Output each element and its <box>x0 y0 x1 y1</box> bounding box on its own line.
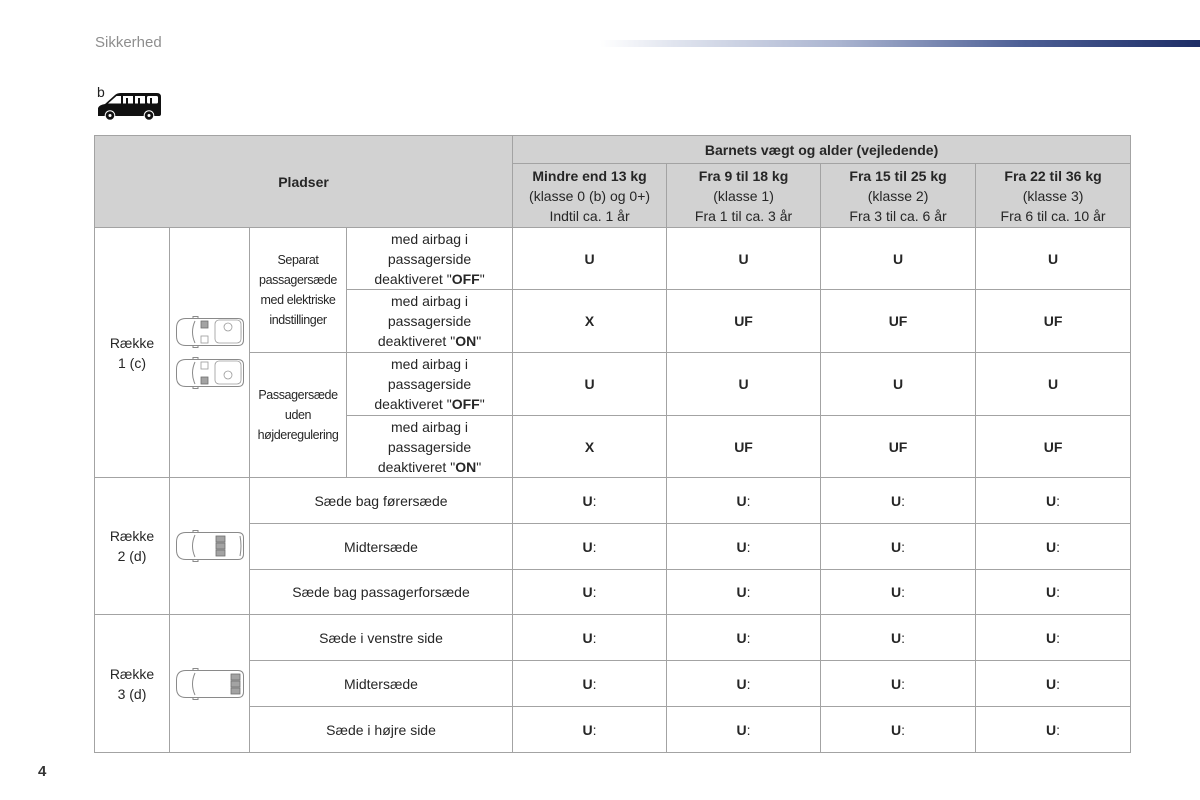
seat-position-label: Midtersæde <box>250 661 513 707</box>
suitability-code: U <box>582 629 593 646</box>
row-number: 3 (d) <box>117 685 147 702</box>
suitability-cell <box>513 228 667 290</box>
car-body-outline <box>176 533 243 560</box>
suitability-code: UF <box>888 438 908 455</box>
airbag-state-prefix: deaktiveret " <box>374 270 452 287</box>
seat-type-label <box>250 353 347 478</box>
suitability-suffix: : <box>1056 629 1061 646</box>
suitability-code: U <box>584 376 595 392</box>
weight-range: Fra 22 til 36 kg <box>1004 167 1102 184</box>
suitability-code: U <box>892 250 904 267</box>
suitability-code: U <box>1047 376 1059 392</box>
row-label: Række <box>109 528 155 544</box>
airbag-line: med airbag i <box>390 293 469 309</box>
car-second-row-seats-icon <box>174 530 246 562</box>
suitability-code: U <box>736 675 747 692</box>
airbag-line: med airbag i <box>390 230 469 247</box>
vehicle-type-marker <box>96 84 164 124</box>
suitability-suffix: : <box>1056 675 1061 692</box>
suitability-suffix: : <box>592 675 597 692</box>
table-row <box>95 524 1131 570</box>
suitability-suffix: : <box>592 492 597 509</box>
suitability-cell <box>976 478 1131 524</box>
van-icon <box>97 91 163 121</box>
suitability-suffix: : <box>901 675 906 692</box>
suitability-suffix: : <box>1056 584 1061 600</box>
suitability-cell <box>513 615 667 661</box>
seat-type-line: med elektriske <box>260 293 336 307</box>
suitability-suffix: : <box>746 721 751 738</box>
suitability-suffix: : <box>746 675 751 692</box>
table-header-row <box>95 136 1131 164</box>
highlighted-seat <box>216 543 225 549</box>
suitability-code: U <box>891 629 902 646</box>
row-label: Række <box>109 665 155 682</box>
highlighted-seat <box>231 681 240 687</box>
suitability-code: UF <box>1043 438 1063 455</box>
airbag-line <box>350 269 509 289</box>
airbag-line: passagerside <box>387 438 472 455</box>
airbag-state: ON <box>455 458 477 475</box>
airbag-line <box>350 394 509 414</box>
suitability-cell <box>976 615 1131 661</box>
airbag-line <box>350 457 509 477</box>
suitability-suffix: : <box>1056 721 1061 738</box>
suitability-code: U <box>891 584 902 600</box>
suitability-code: U <box>892 376 904 392</box>
suitability-code: U <box>891 538 902 555</box>
suitability-suffix: : <box>1056 492 1061 509</box>
seat-diagram-cell <box>170 478 250 615</box>
suitability-cell <box>513 707 667 753</box>
suitability-code: U <box>736 492 747 509</box>
weight-class-header <box>976 164 1131 228</box>
airbag-state-prefix: deaktiveret " <box>377 333 456 349</box>
airbag-state-prefix: deaktiveret " <box>377 458 456 475</box>
suitability-cell <box>976 416 1131 478</box>
suitability-cell <box>821 478 976 524</box>
suitability-suffix: : <box>901 538 906 555</box>
weight-class-header <box>821 164 976 228</box>
airbag-state-suffix: " <box>479 396 485 412</box>
age-range: Indtil ca. 1 år <box>549 207 630 224</box>
suitability-code: U <box>582 492 593 509</box>
car-front-passenger-seat-icon <box>174 357 246 389</box>
section-title: Sikkerhed <box>95 34 162 51</box>
suitability-code: U <box>582 721 593 738</box>
suitability-cell <box>821 570 976 615</box>
places-header: Pladser <box>95 136 513 228</box>
seat-diagram-cell <box>170 228 250 478</box>
suitability-code: U <box>1046 675 1057 692</box>
suitability-suffix: : <box>746 538 751 555</box>
row-label-cell <box>95 615 170 753</box>
table-row <box>95 707 1131 753</box>
suitability-code: X <box>584 313 595 329</box>
suitability-suffix: : <box>901 721 906 738</box>
row-label: Række <box>109 334 155 351</box>
suitability-cell <box>513 290 667 353</box>
suitability-cell <box>667 228 821 290</box>
airbag-state-prefix: deaktiveret " <box>374 396 452 412</box>
suitability-code: U <box>738 250 749 267</box>
weight-range: Fra 9 til 18 kg <box>698 167 789 184</box>
suitability-cell <box>667 524 821 570</box>
suitability-cell <box>667 290 821 353</box>
seat-class: (klasse 1) <box>713 187 774 204</box>
suitability-cell <box>667 707 821 753</box>
row-label-cell <box>95 478 170 615</box>
airbag-line: passagerside <box>387 376 472 392</box>
row-label-cell <box>95 228 170 478</box>
highlighted-seat <box>231 688 240 694</box>
suitability-cell <box>667 353 821 416</box>
suitability-cell <box>976 228 1131 290</box>
weight-range: Fra 15 til 25 kg <box>849 167 947 184</box>
highlighted-seat <box>216 536 225 542</box>
suitability-code: U <box>1046 629 1057 646</box>
seat-diagram-cell <box>170 615 250 753</box>
suitability-suffix: : <box>1056 538 1061 555</box>
seat-type-line: indstillinger <box>269 313 327 327</box>
van-window <box>147 96 158 104</box>
weight-class-header <box>513 164 667 228</box>
suitability-cell <box>976 524 1131 570</box>
car-third-row-seats-icon <box>174 668 246 700</box>
suitability-cell <box>667 570 821 615</box>
vehicle-type-label: b <box>97 84 105 100</box>
seat-type-line: Separat <box>277 253 319 267</box>
suitability-suffix: : <box>901 629 906 646</box>
suitability-code: UF <box>734 313 753 329</box>
car-front-passenger-seat-icon <box>174 316 246 348</box>
table-row <box>95 478 1131 524</box>
highlighted-seat <box>216 550 225 556</box>
suitability-cell <box>976 570 1131 615</box>
age-range: Fra 1 til ca. 3 år <box>694 207 793 224</box>
weight-age-group-header: Barnets vægt og alder (vejledende) <box>513 136 1131 164</box>
suitability-code: U <box>736 629 747 646</box>
suitability-code: X <box>584 438 595 455</box>
airbag-state: OFF <box>451 270 480 287</box>
table-row <box>95 615 1131 661</box>
suitability-cell <box>667 478 821 524</box>
airbag-variant-label <box>347 290 513 353</box>
airbag-variant-label <box>347 353 513 416</box>
suitability-cell <box>667 615 821 661</box>
seat-class: (klasse 0 (b) og 0+) <box>529 187 651 204</box>
table-row <box>95 353 1131 416</box>
airbag-state-suffix: " <box>476 458 482 475</box>
suitability-code: U <box>582 584 593 600</box>
suitability-cell <box>513 353 667 416</box>
highlighted-seat <box>201 377 208 384</box>
suitability-code: UF <box>734 438 753 455</box>
suitability-code: UF <box>1043 313 1063 329</box>
suitability-suffix: : <box>592 721 597 738</box>
weight-class-header <box>667 164 821 228</box>
suitability-code: U <box>582 675 593 692</box>
suitability-code: U <box>736 721 747 738</box>
airbag-line: passagerside <box>387 313 472 329</box>
seat-type-label <box>250 228 347 353</box>
seat-position-label: Sæde bag førersæde <box>250 478 513 524</box>
seat-position-label: Midtersæde <box>250 524 513 570</box>
airbag-state-suffix: " <box>479 270 485 287</box>
suitability-cell <box>667 416 821 478</box>
suitability-code: U <box>1046 538 1057 555</box>
airbag-state-suffix: " <box>476 333 482 349</box>
suitability-cell <box>821 353 976 416</box>
suitability-suffix: : <box>592 629 597 646</box>
suitability-cell <box>821 290 976 353</box>
suitability-code: U <box>582 538 593 555</box>
seat-type-line: Passagersæde <box>258 388 338 402</box>
seat-class: (klasse 2) <box>867 187 929 204</box>
weight-range: Mindre end 13 kg <box>532 167 647 184</box>
suitability-cell <box>513 570 667 615</box>
header-accent-bar <box>600 40 1200 47</box>
highlighted-seat <box>201 321 208 328</box>
suitability-cell <box>976 290 1131 353</box>
age-range: Fra 6 til ca. 10 år <box>1000 207 1106 224</box>
suitability-cell <box>821 707 976 753</box>
suitability-code: U <box>736 538 747 555</box>
suitability-code: U <box>738 376 749 392</box>
suitability-cell <box>821 661 976 707</box>
suitability-cell <box>513 661 667 707</box>
suitability-suffix: : <box>592 584 597 600</box>
suitability-code: U <box>584 250 595 267</box>
suitability-suffix: : <box>746 584 751 600</box>
seat-type-line: højderegulering <box>257 428 339 442</box>
suitability-cell <box>976 707 1131 753</box>
age-range: Fra 3 til ca. 6 år <box>849 207 947 224</box>
airbag-variant-label <box>347 228 513 290</box>
airbag-line <box>350 331 509 351</box>
table-row <box>95 661 1131 707</box>
airbag-variant-label <box>347 416 513 478</box>
suitability-suffix: : <box>746 492 751 509</box>
table-row <box>95 228 1131 290</box>
row-number: 1 (c) <box>118 354 146 371</box>
suitability-suffix: : <box>901 492 906 509</box>
seat-position-label: Sæde i højre side <box>250 707 513 753</box>
airbag-state: OFF <box>451 396 480 412</box>
suitability-code: U <box>1046 721 1057 738</box>
seat-position-label: Sæde bag passagerforsæde <box>250 570 513 615</box>
seat-class: (klasse 3) <box>1022 187 1084 204</box>
suitability-cell <box>667 661 821 707</box>
suitability-code: U <box>891 492 902 509</box>
suitability-cell <box>821 416 976 478</box>
suitability-suffix: : <box>592 538 597 555</box>
suitability-code: UF <box>888 313 908 329</box>
suitability-code: U <box>1046 584 1057 600</box>
airbag-state: ON <box>455 333 477 349</box>
suitability-cell <box>821 615 976 661</box>
suitability-code: U <box>891 721 902 738</box>
suitability-code: U <box>736 584 747 600</box>
suitability-code: U <box>1047 250 1059 267</box>
table-row <box>95 570 1131 615</box>
suitability-suffix: : <box>746 629 751 646</box>
airbag-line: med airbag i <box>390 356 469 372</box>
suitability-cell <box>513 478 667 524</box>
airbag-line: med airbag i <box>390 418 469 435</box>
seat-position-label: Sæde i venstre side <box>250 615 513 661</box>
suitability-code: U <box>1046 492 1057 509</box>
suitability-cell <box>976 661 1131 707</box>
suitability-code: U <box>891 675 902 692</box>
suitability-suffix: : <box>901 584 906 600</box>
highlighted-seat <box>231 674 240 680</box>
suitability-cell <box>513 524 667 570</box>
child-seat-table <box>94 135 1131 753</box>
suitability-cell <box>821 228 976 290</box>
row-number: 2 (d) <box>117 548 147 564</box>
page-number: 4 <box>38 763 47 780</box>
suitability-cell <box>513 416 667 478</box>
airbag-line: passagerside <box>387 250 472 267</box>
suitability-cell <box>976 353 1131 416</box>
suitability-cell <box>821 524 976 570</box>
seat-type-line: uden <box>284 408 312 422</box>
seat-type-line: passagersæde <box>259 273 337 287</box>
